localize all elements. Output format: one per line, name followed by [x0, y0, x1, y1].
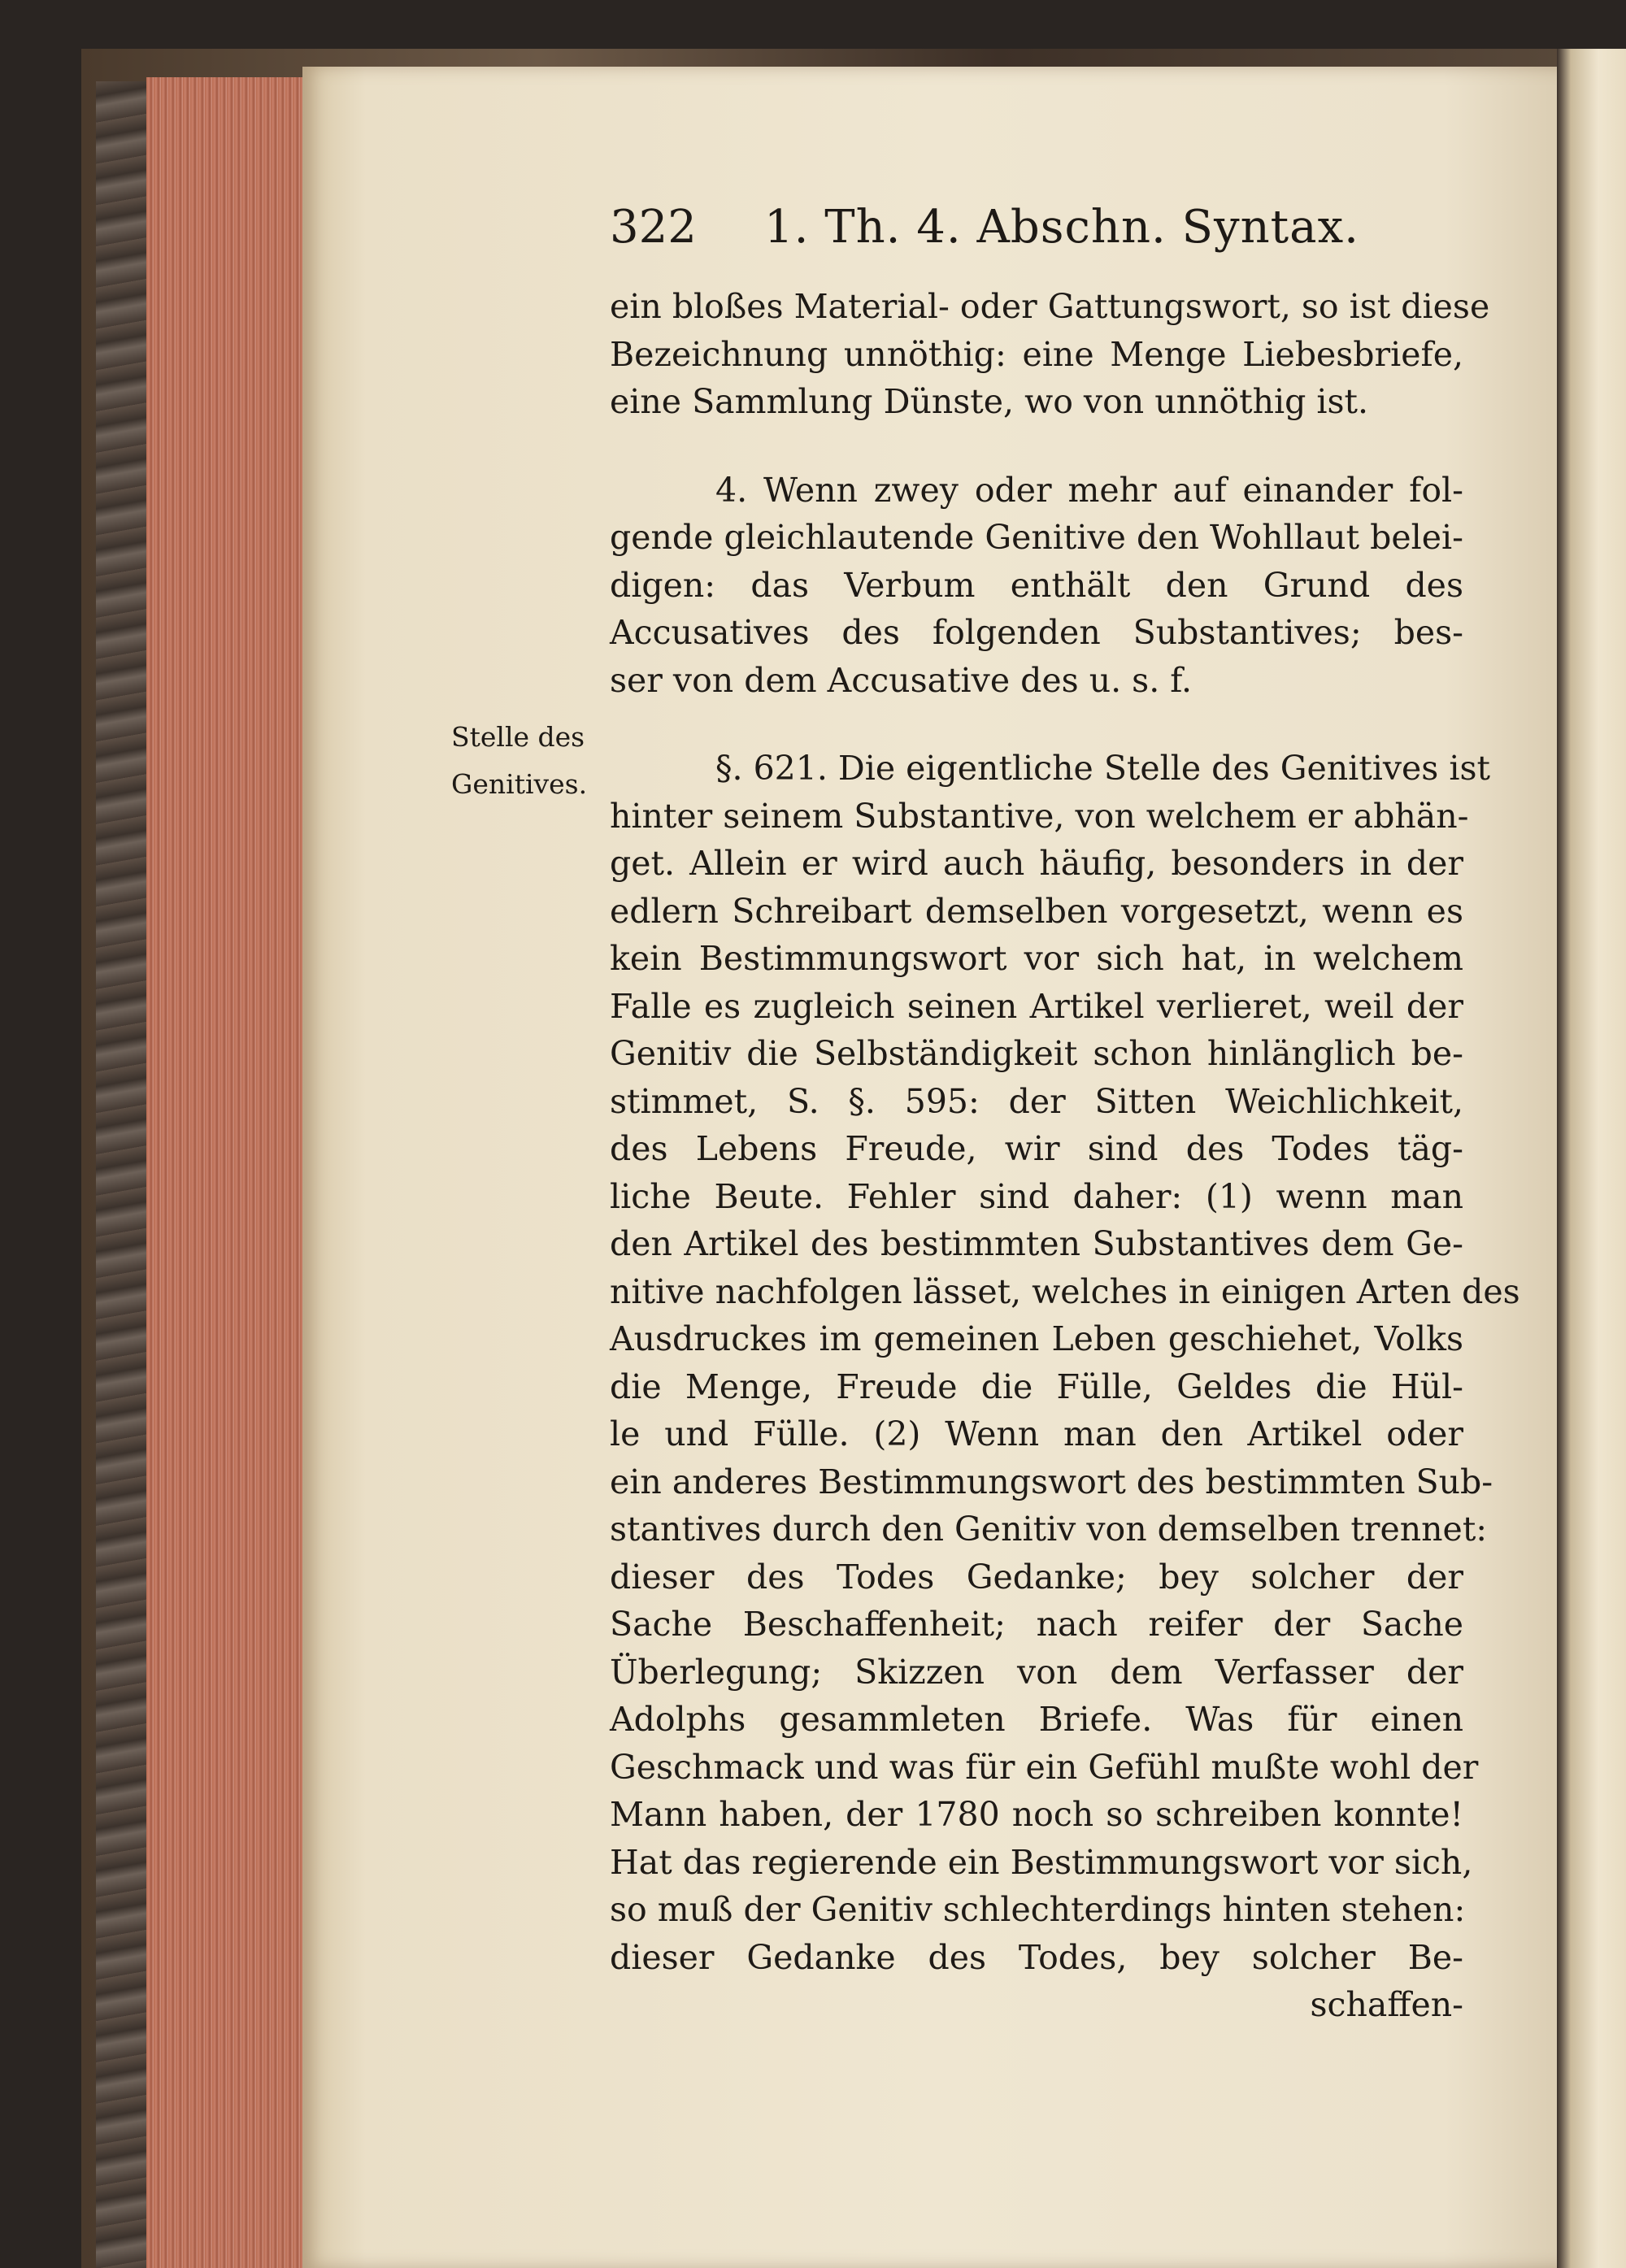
text-line: edlern Schreibart demselben vorgesetzt, wenn es: [610, 891, 1463, 931]
page-header: [610, 195, 1512, 260]
text-line: gende gleichlautende Genitive den Wohllaut belei-: [610, 518, 1463, 557]
text-line: stantives durch den Genitiv von demselben trennet:: [610, 1510, 1488, 1549]
margin-note-line: Stelle des: [451, 721, 585, 753]
text-line: digen: das Verbum enthält den Grund des: [610, 565, 1463, 605]
marbled-endpaper: [96, 81, 153, 2268]
text-line: Bezeichnung unnöthig: eine Menge Liebesbriefe,: [610, 334, 1463, 374]
paragraph-2: [610, 467, 1512, 705]
running-head: 1. Th. 4. Abschn. Syntax.: [764, 201, 1359, 254]
text-line: hinter seinem Substantive, von welchem er abhän-: [610, 796, 1469, 836]
text-line: so muß der Genitiv schlechterdings hinten stehen:: [610, 1890, 1466, 1929]
text-line: Genitiv die Selbständigkeit schon hinlänglich be-: [610, 1034, 1463, 1073]
text-line: ein anderes Bestimmungswort des bestimmten Sub-: [610, 1462, 1493, 1501]
margin-note-line: Genitives.: [451, 768, 588, 800]
text-line: Falle es zugleich seinen Artikel verlieret, weil der: [610, 986, 1463, 1026]
text-line: Geschmack und was für ein Gefühl mußte wohl der: [610, 1747, 1479, 1787]
text-line: liche Beute. Fehler sind daher: (1) wenn man: [610, 1176, 1463, 1216]
text-line: ein bloßes Material- oder Gattungswort, so ist diese: [610, 287, 1490, 326]
text-line: den Artikel des bestimmten Substantives dem Ge-: [610, 1224, 1463, 1263]
text-line: die Menge, Freude die Fülle, Geldes die Hül-: [610, 1366, 1463, 1406]
text-line: §. 621. Die eigentliche Stelle des Genitives ist: [715, 749, 1491, 788]
page-edges-red: [146, 77, 309, 2268]
margin-note: [451, 714, 610, 808]
text-line: Sache Beschaffenheit; nach reifer der Sache: [610, 1605, 1463, 1644]
text-line: des Lebens Freude, wir sind des Todes täg-: [610, 1129, 1463, 1168]
text-line: stimmet, S. §. 595: der Sitten Weichlichkeit,: [610, 1081, 1463, 1121]
text-line: dieser des Todes Gedanke; bey solcher der: [610, 1557, 1463, 1597]
text-line: nitive nachfolgen lässet, welches in einigen Arten des: [610, 1271, 1520, 1311]
paragraph-1: [610, 283, 1512, 426]
text-line: Mann haben, der 1780 noch so schreiben konnte!: [610, 1795, 1463, 1834]
text-line: kein Bestimmungswort vor sich hat, in welchem: [610, 939, 1463, 978]
paragraph-3: [610, 745, 1520, 2029]
text-line: Adolphs gesammleten Briefe. Was für einen: [610, 1700, 1463, 1739]
page-number: 322: [610, 201, 697, 254]
text-line: ser von dem Accusative des u. s. f.: [610, 660, 1193, 700]
page-content: [610, 195, 1520, 2029]
text-line: get. Allein er wird auch häufig, besonders in der: [610, 844, 1463, 883]
text-line: le und Fülle. (2) Wenn man den Artikel oder: [610, 1414, 1463, 1453]
text-line: Accusatives des folgenden Substantives; bes-: [610, 613, 1463, 652]
text-line: 4. Wenn zwey oder mehr auf einander fol-: [715, 470, 1463, 510]
facing-page-edge: [1557, 49, 1626, 2268]
text-line: Ausdruckes im gemeinen Leben geschiehet, Volks: [610, 1319, 1463, 1358]
text-line: eine Sammlung Dünste, wo von unnöthig ist.: [610, 382, 1369, 421]
catchword: schaffen-: [1310, 1985, 1463, 2024]
text-line: Hat das regierende ein Bestimmungswort vor sich,: [610, 1842, 1473, 1882]
text-line: dieser Gedanke des Todes, bey solcher Be-: [610, 1937, 1463, 1977]
text-line: Überlegung; Skizzen von dem Verfasser der: [610, 1652, 1463, 1692]
